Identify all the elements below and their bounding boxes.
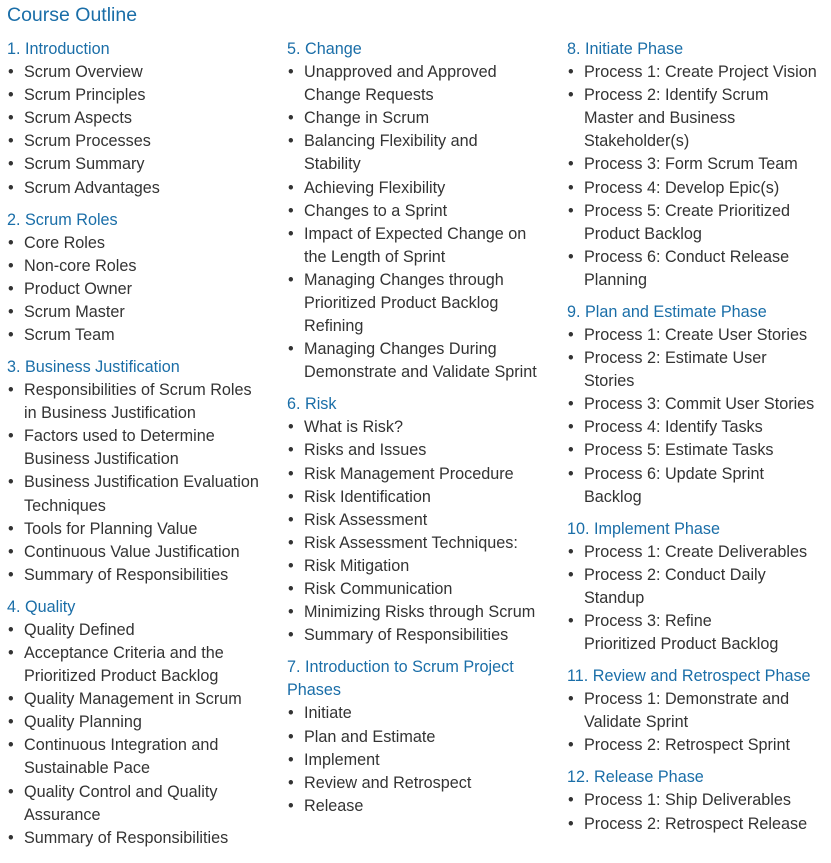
outline-column-1 (7, 38, 279, 859)
section-heading: 8. Initiate Phase (567, 40, 684, 58)
topic-list (567, 541, 831, 656)
topic-list-item: • Process 6: Update Sprint Backlog (567, 463, 831, 509)
topic-list-item: • Process 1: Create User Stories (567, 324, 831, 347)
topic-list-item: • Quality Planning (7, 711, 279, 734)
topic-list-item: • Process 2: Estimate User Stories (567, 347, 831, 393)
topic-list-item: • Process 3: Commit User Stories (567, 393, 831, 416)
topic-list (287, 416, 559, 647)
topic-list-item: • Factors used to Determine Business Justification (7, 425, 279, 471)
topic-list-item: • Initiate (287, 702, 559, 725)
topic-list-item: • Plan and Estimate (287, 726, 559, 749)
outline-section (7, 596, 279, 850)
outline-column-3 (567, 38, 831, 845)
section-heading: 12. Release Phase (567, 768, 704, 787)
topic-list-item: • Quality Control and Quality Assurance (7, 781, 279, 827)
topic-list-item: • Implement (287, 749, 559, 772)
topic-list-item: • Unapproved and Approved Change Requests (287, 61, 559, 107)
outline-section (567, 38, 831, 292)
topic-list-item: • Process 4: Develop Epic(s) (567, 177, 831, 200)
topic-list-item: • Risk Assessment (287, 509, 559, 532)
outline-section (567, 766, 831, 835)
topic-list-item: • Process 2: Retrospect Release (567, 813, 831, 836)
topic-list-item: • Process 5: Create Prioritized Product Backlog (567, 200, 831, 246)
topic-list-item: • Process 2: Retrospect Sprint (567, 734, 831, 757)
topic-list-item: • Change in Scrum (287, 107, 559, 130)
topic-list-item: • Core Roles (7, 232, 279, 255)
topic-list-item: • Responsibilities of Scrum Roles in Business Justification (7, 379, 279, 425)
topic-list-item: • Process 2: Identify Scrum Master and Business Stakeholder(s) (567, 84, 831, 153)
topic-list-item: • Continuous Value Justification (7, 541, 279, 564)
topic-list-item: • Summary of Responsibilities (7, 564, 279, 587)
outline-section (7, 356, 279, 587)
topic-list-item: • Process 1: Create Project Vision (567, 61, 831, 84)
topic-list-item: • Summary of Responsibilities (7, 827, 279, 850)
topic-list-item: • Scrum Aspects (7, 107, 279, 130)
topic-list-item: • Risk Communication (287, 578, 559, 601)
topic-list-item: • Minimizing Risks through Scrum (287, 601, 559, 624)
topic-list (7, 619, 279, 850)
topic-list-item: • Scrum Processes (7, 130, 279, 153)
topic-list-item: • Balancing Flexibility and Stability (287, 130, 559, 176)
topic-list-item: • Acceptance Criteria and the Prioritized Product Backlog (7, 642, 279, 688)
outline-section (287, 656, 559, 818)
topic-list-item: • Process 6: Conduct Release Planning (567, 246, 831, 292)
page-title: Course Outline (7, 4, 138, 26)
topic-list (7, 379, 279, 587)
outline-section (567, 518, 831, 657)
topic-list-item: • What is Risk? (287, 416, 559, 439)
topic-list-item: • Risks and Issues (287, 439, 559, 462)
topic-list (7, 61, 279, 200)
topic-list-item: • Process 3: Form Scrum Team (567, 153, 831, 176)
topic-list-item: • Scrum Summary (7, 153, 279, 176)
topic-list-item: • Process 1: Demonstrate and Validate Sprint (567, 688, 831, 734)
section-heading: 4. Quality (7, 597, 76, 616)
topic-list-item: • Quality Defined (7, 619, 279, 642)
topic-list-item: • Managing Changes During Demonstrate and Validate Sprint (287, 338, 559, 384)
topic-list-item: • Risk Management Procedure (287, 463, 559, 486)
topic-list-item: • Process 3: Refine Prioritized Product Backlog (567, 610, 831, 656)
topic-list-item: • Risk Assessment Techniques: (287, 532, 559, 555)
section-heading: 2. Scrum Roles (7, 210, 118, 229)
topic-list-item: • Achieving Flexibility (287, 177, 559, 200)
outline-section (7, 38, 279, 200)
topic-list-item: • Non-core Roles (7, 255, 279, 278)
topic-list-item: • Scrum Team (7, 324, 279, 347)
topic-list (287, 702, 559, 817)
topic-list-item: • Review and Retrospect (287, 772, 559, 795)
topic-list-item: • Risk Mitigation (287, 555, 559, 578)
section-heading: 10. Implement Phase (567, 519, 720, 538)
topic-list-item: • Scrum Principles (7, 84, 279, 107)
section-heading: 6. Risk (287, 395, 337, 414)
topic-list-item: • Process 5: Estimate Tasks (567, 439, 831, 462)
section-heading: 1. Introduction (7, 40, 110, 58)
topic-list (7, 232, 279, 347)
outline-section (567, 301, 831, 509)
topic-list-item: • Process 4: Identify Tasks (567, 416, 831, 439)
topic-list (567, 688, 831, 757)
outline-section (7, 209, 279, 348)
outline-column-2 (287, 38, 559, 827)
topic-list-item: • Risk Identification (287, 486, 559, 509)
topic-list-item: • Process 1: Ship Deliverables (567, 789, 831, 812)
topic-list-item: • Business Justification Evaluation Techniques (7, 471, 279, 517)
outline-section (287, 38, 559, 384)
topic-list (567, 324, 831, 509)
section-heading: 3. Business Justification (7, 358, 180, 376)
section-heading: 11. Review and Retrospect Phase (567, 667, 811, 686)
topic-list-item: • Process 2: Conduct Daily Standup (567, 564, 831, 610)
topic-list (287, 61, 559, 384)
outline-section (567, 665, 831, 757)
topic-list-item: • Summary of Responsibilities (287, 624, 559, 647)
topic-list-item: • Tools for Planning Value (7, 518, 279, 541)
topic-list-item: • Product Owner (7, 278, 279, 301)
topic-list (567, 61, 831, 292)
section-heading: 9. Plan and Estimate Phase (567, 302, 767, 321)
topic-list-item: • Quality Management in Scrum (7, 688, 279, 711)
section-heading: 7. Introduction to Scrum Project Phases (287, 658, 514, 700)
topic-list-item: • Scrum Advantages (7, 177, 279, 200)
outline-section (287, 393, 559, 647)
topic-list-item: • Continuous Integration and Sustainable Pace (7, 734, 279, 780)
topic-list-item: • Changes to a Sprint (287, 200, 559, 223)
topic-list-item: • Release (287, 795, 559, 818)
topic-list-item: • Process 1: Create Deliverables (567, 541, 831, 564)
topic-list-item: • Scrum Overview (7, 61, 279, 84)
topic-list-item: • Impact of Expected Change on the Length of Sprint (287, 223, 559, 269)
topic-list-item: • Scrum Master (7, 301, 279, 324)
topic-list-item: • Managing Changes through Prioritized Product Backlog Refining (287, 269, 559, 338)
topic-list (567, 789, 831, 835)
section-heading: 5. Change (287, 40, 362, 58)
